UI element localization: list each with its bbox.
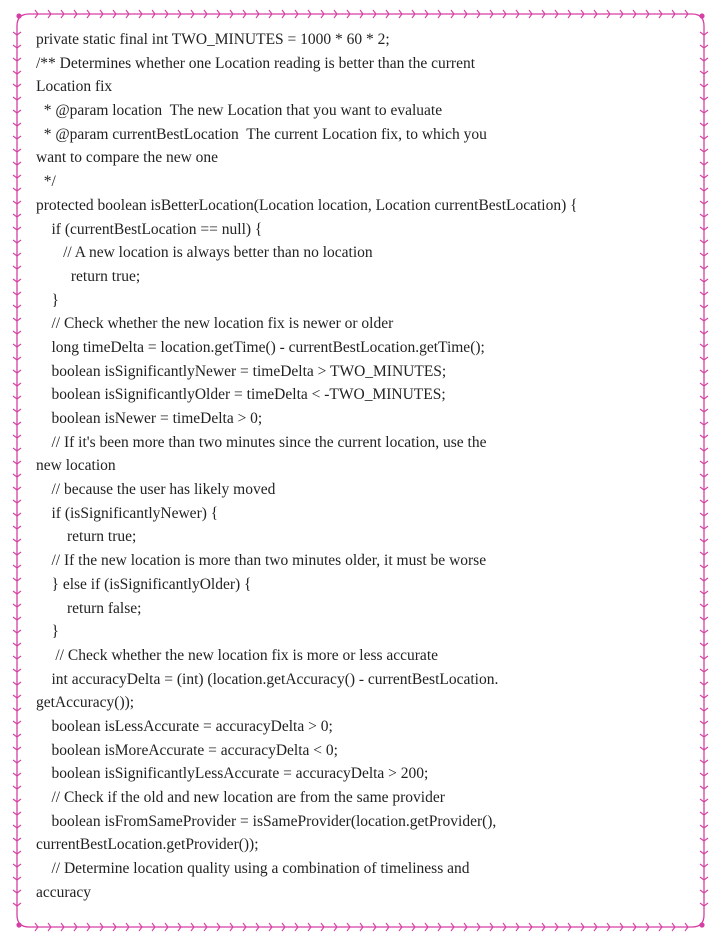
code-line: protected boolean isBetterLocation(Location location, Location currentBestLocation) {: [36, 196, 578, 214]
code-line: currentBestLocation.getProvider());: [36, 836, 259, 854]
code-line: * @param location The new Location that you want to evaluate: [36, 102, 443, 120]
border-corner-ornament: [16, 922, 21, 927]
code-line: }: [36, 623, 59, 641]
code-line: */: [36, 173, 56, 191]
code-line: boolean isSignificantlyOlder = timeDelta < -TWO_MINUTES;: [36, 386, 446, 404]
code-line: // If the new location is more than two minutes older, it must be worse: [36, 552, 487, 570]
code-line: want to compare the new one: [36, 149, 219, 167]
code-line: long timeDelta = location.getTime() - currentBestLocation.getTime();: [36, 338, 485, 356]
code-line: boolean isLessAccurate = accuracyDelta > 0;: [36, 717, 333, 735]
code-line: return true;: [36, 267, 141, 285]
code-line: Location fix: [36, 78, 113, 96]
code-line: // because the user has likely moved: [36, 481, 276, 499]
code-line: // A new location is always better than no location: [36, 244, 373, 262]
code-line: if (isSignificantlyNewer) {: [36, 504, 219, 522]
border-corner-ornament: [16, 13, 21, 18]
code-line: // If it's been more than two minutes since the current location, use the: [36, 433, 487, 451]
code-line: // Check whether the new location fix is newer or older: [36, 315, 394, 333]
code-line: /** Determines whether one Location reading is better than the current: [36, 54, 476, 72]
code-line: boolean isNewer = timeDelta > 0;: [36, 410, 263, 427]
border-corner-ornament: [699, 13, 704, 18]
code-listing: [36, 28, 686, 904]
code-line: return false;: [36, 599, 142, 617]
border-corner-ornament: [699, 922, 704, 927]
code-line: accuracy: [36, 883, 92, 901]
code-line: return true;: [36, 528, 137, 546]
code-line: getAccuracy());: [36, 694, 135, 712]
code-line: // Check whether the new location fix is more or less accurate: [36, 646, 439, 664]
code-line: // Determine location quality using a combination of timeliness and: [36, 860, 470, 878]
code-line: // Check if the old and new location are from the same provider: [36, 789, 445, 806]
code-line: }: [36, 291, 59, 309]
code-line: boolean isFromSameProvider = isSameProvider(location.getProvider(),: [36, 812, 497, 830]
code-line: } else if (isSignificantlyOlder) {: [36, 575, 252, 593]
code-line: boolean isSignificantlyLessAccurate = accuracyDelta > 200;: [36, 765, 429, 783]
code-line: private static final int TWO_MINUTES = 1000 * 60 * 2;: [36, 31, 390, 48]
code-line: new location: [36, 457, 116, 475]
code-line: * @param currentBestLocation The current Location fix, to which you: [36, 125, 487, 143]
code-line: int accuracyDelta = (int) (location.getAccuracy() - currentBestLocation.: [36, 670, 499, 688]
code-line: boolean isSignificantlyNewer = timeDelta > TWO_MINUTES;: [36, 362, 447, 380]
code-line: boolean isMoreAccurate = accuracyDelta < 0;: [36, 741, 338, 759]
code-line: if (currentBestLocation == null) {: [36, 220, 263, 238]
